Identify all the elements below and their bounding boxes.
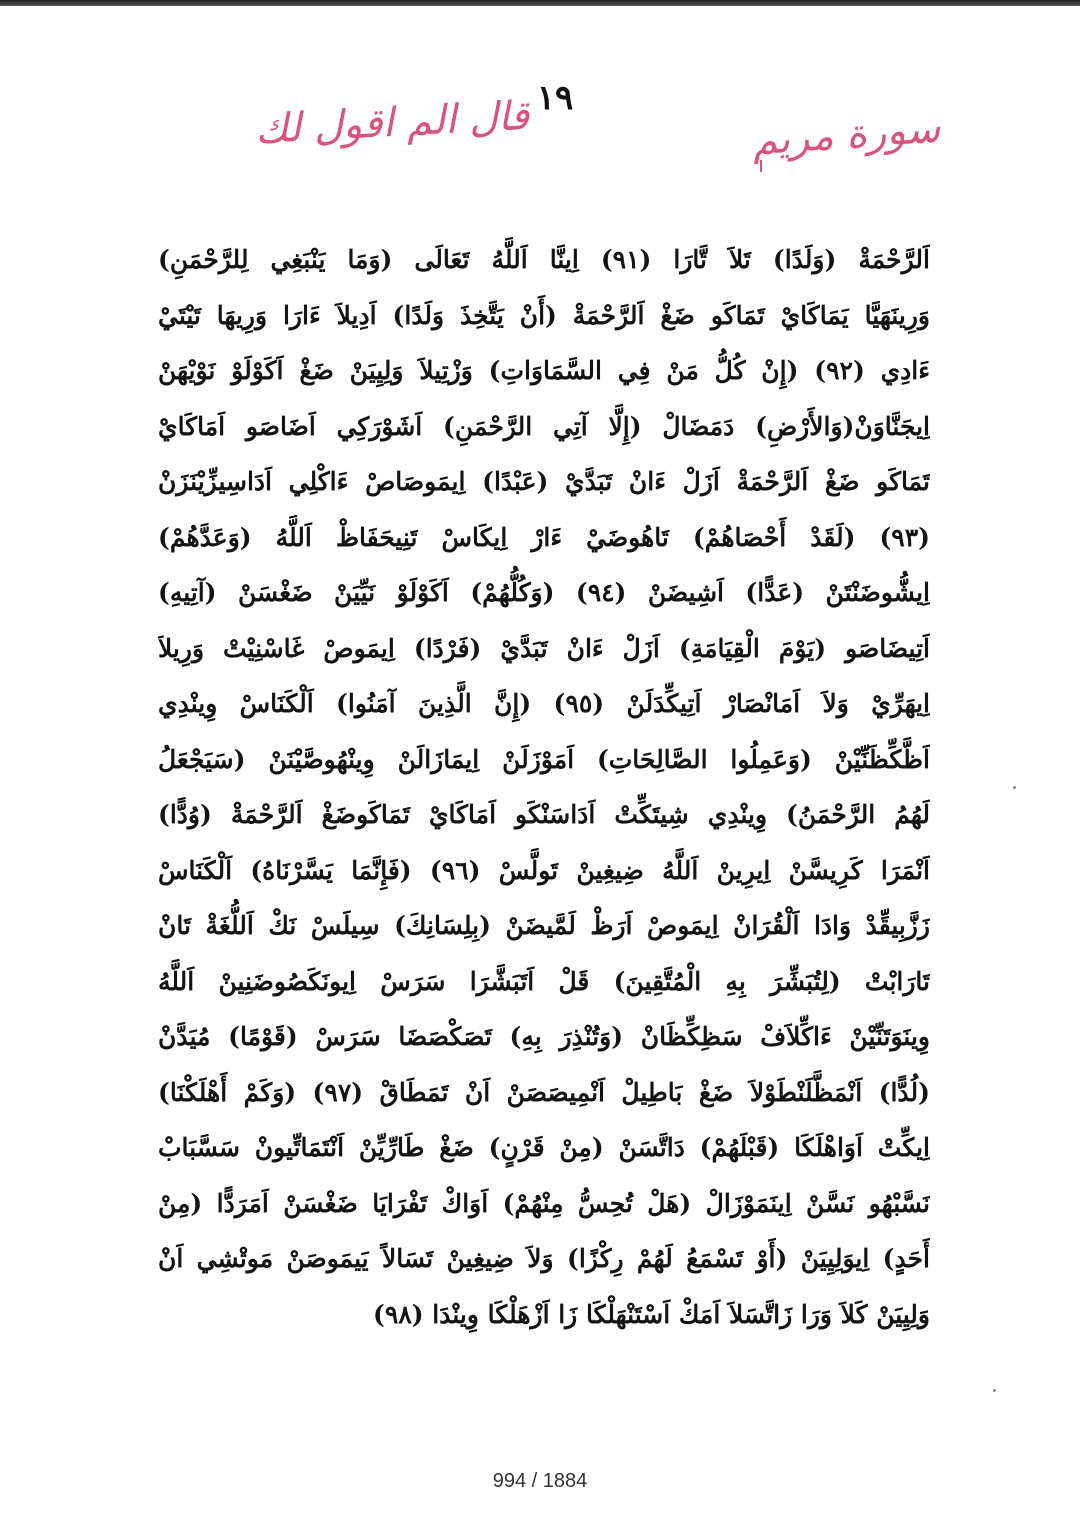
text-line: اِيشُّوضَنْتَنْ (عَدًّا) اَشِيضَنْ (٩٤) (وَكُلُّهُمْ) اَكَوْلَوْ نَيِّيَنْ ضَغْسَنْ (آتِيهِ) — [158, 578, 930, 607]
scan-speck — [1013, 786, 1016, 789]
text-line: اِيجَنَّاوَنْ(وَالأَرْضِ) دَمَضَالْ (إِلَّا آتِي الرَّحْمَنِ) اَشَوْرَكِي اَضَاصَو اَمَاكَايْ — [158, 411, 930, 441]
text-line: زَزَّبِيقِّدْ وَادَا اَلْقُرَانْ اِيمَوصْ اَرَظْ لَمَّيضَنْ (بِلِسَانِكَ) سِيلَسْ نَكْ اَللُّغَةْ تَانْ — [158, 911, 930, 940]
text-line: تَمَاكَو ضَغْ اَلرَّحْمَةْ اَزَلْ ءَانْ تَبَدَّيْ (عَبْدًا) اِيمَوصَاصْ ءَاكْلِي اَدَاسِيزِّيْنَزَنْ — [158, 467, 930, 496]
text-line: اَتِيضَاصَو (يَوْمَ الْقِيَامَةِ) اَزَلْ ءَانْ تَبَدَّيْ (فَرْدًا) اِيمَوصْ غَاسْنِيْتْ وَرِيلاَ — [158, 633, 930, 663]
text-line: اَلرَّحْمَةْ (وَلَدًا) تَلاَ تَّارَا (٩١) اِينَّا اَللَّهُ تَعَالَى (وَمَا يَنْبَغِي لِلرَّحْمَنِ) — [158, 245, 930, 274]
text-line: تَارَابْتْ (لِتُبَشِّرَ بِهِ الْمُتَّقِينَ) قَلْ اَتَبَشَّرَا سَرَسْ اِيونَكَصُوضَنِينْ اَللَّهُ — [158, 966, 930, 996]
text-line: اَظَّكِّظَنِّيْنْ (وَعَمِلُوا الصَّالِحَاتِ) اَمَوْزَلَنْ اِيمَازَالَنْ وِينْهُوصَّيْنَنْ (سَيَجْعَلُ — [158, 744, 930, 774]
handwritten-surah-title: سورة مريم — [750, 105, 942, 165]
scan-speck — [993, 1389, 996, 1392]
text-line: نَسَّبْهُو نَسَّنْ اِينَمَوْزَالْ (هَلْ تُحِسُّ مِنْهُمْ) اَوَاكْ تَفْرَايَا ضَغْسَنْ اَمَرَدًّا (مِنْ — [158, 1188, 930, 1218]
text-line: لَهُمُ الرَّحْمَنُ) وِينْدِي شِيتَكِّتْ اَدَاسَنْكَو اَمَاكَايْ تَمَاكَوضَغْ اَلرَّحْمَةْ (وُدًّا) — [158, 800, 930, 829]
text-line: اِيكِّتْ اَوَاهْلَكَا (قَبْلَهُمْ) دَاتَّسَنْ (مِنْ قَرْنٍ) ضَغْ طَارِّيِّنْ اَنْتَمَاتِّيونْ سَسَّبَابْ — [158, 1133, 930, 1162]
page-indicator: 994 / 1884 — [492, 1470, 588, 1492]
text-line: (٩٣) (لَقَدْ أَحْصَاهُمْ) تَاهُوضَيْ ءَارْ اِيكَاسْ تَنِيحَفَاظْ اَللَّهُ (وَعَدَّهُمْ) — [158, 522, 930, 552]
text-line: وِينَوَتَنِّيْنْ ءَاكِّلاَفْ سَظِكِّظَانْ (وَتُنْذِرَ بِهِ) تَصَكْصَضَا سَرَسْ (قَوْمًا) مُيَدَّنْ — [158, 1022, 930, 1051]
text-line: وَرِينَهَيَّا يَمَاكَايْ تَمَاكَو ضَغْ اَلرَّحْمَةْ (أَنْ يَتَّخِذَ وَلَدًا) اَدِيلاَ ءَارَا وَرِيهَا تَيْتَيْ — [158, 300, 930, 330]
handwritten-stroke — [760, 160, 772, 172]
quran-translation-text — [158, 232, 930, 1342]
text-line: أَحَدٍ) اِيوَلِيِيَنْ (أَوْ تَسْمَعُ لَهُمْ رِكْزًا) وَلاَ ضِيغِينْ تَسَالاً يَيمَوصَنْ مَوتْشِي اَنْ — [158, 1244, 930, 1273]
page-number: ١٩ — [536, 78, 574, 118]
text-line: اَنْمَرَا كَرِيسَّنْ اِيرِينْ اَللَّهُ ضِيغِينْ تَولَّسْ (٩٦) (فَإِنَّمَا يَسَّرْنَاهُ) اَلْكَنَاسْ — [158, 855, 930, 885]
text-line: اِيهَرِّيْ وَلاَ اَمَانْصَارْ اَتِيكِّدَلَنْ (٩٥) (إِنَّ الَّذِينَ آمَنُوا) اَلْكَنَاسْ وِينْدِي — [158, 689, 930, 718]
text-line: (لُدًّا) اَنْمَظَّلَنْطَوْلاَ ضَغْ بَاطِيلْ اَنْمِيصَصَنْ اَنْ تَمَطَاقْ (٩٧) (وَكَمْ أَهْلَكْنَا) — [158, 1077, 930, 1107]
handwritten-note-left: قال الم اقول لك — [253, 92, 531, 154]
text-line: ءَادِي (٩٢) (إِنْ كُلُّ مَنْ فِي السَّمَاوَاتِ) وَزْتِيلاَ وَلِيِيَنْ ضَغْ اَكَوْلَوْ نَوْيْهَنْ — [158, 356, 930, 385]
text-line: وَلِيِيَنْ كَلاَ وَرَا زَاتَّسَلاَ اَمَكْ اَسْتَنْهَلْكَا زَا اَزْهَلْكَا وِينْدَا (٩٨) — [373, 1299, 930, 1329]
